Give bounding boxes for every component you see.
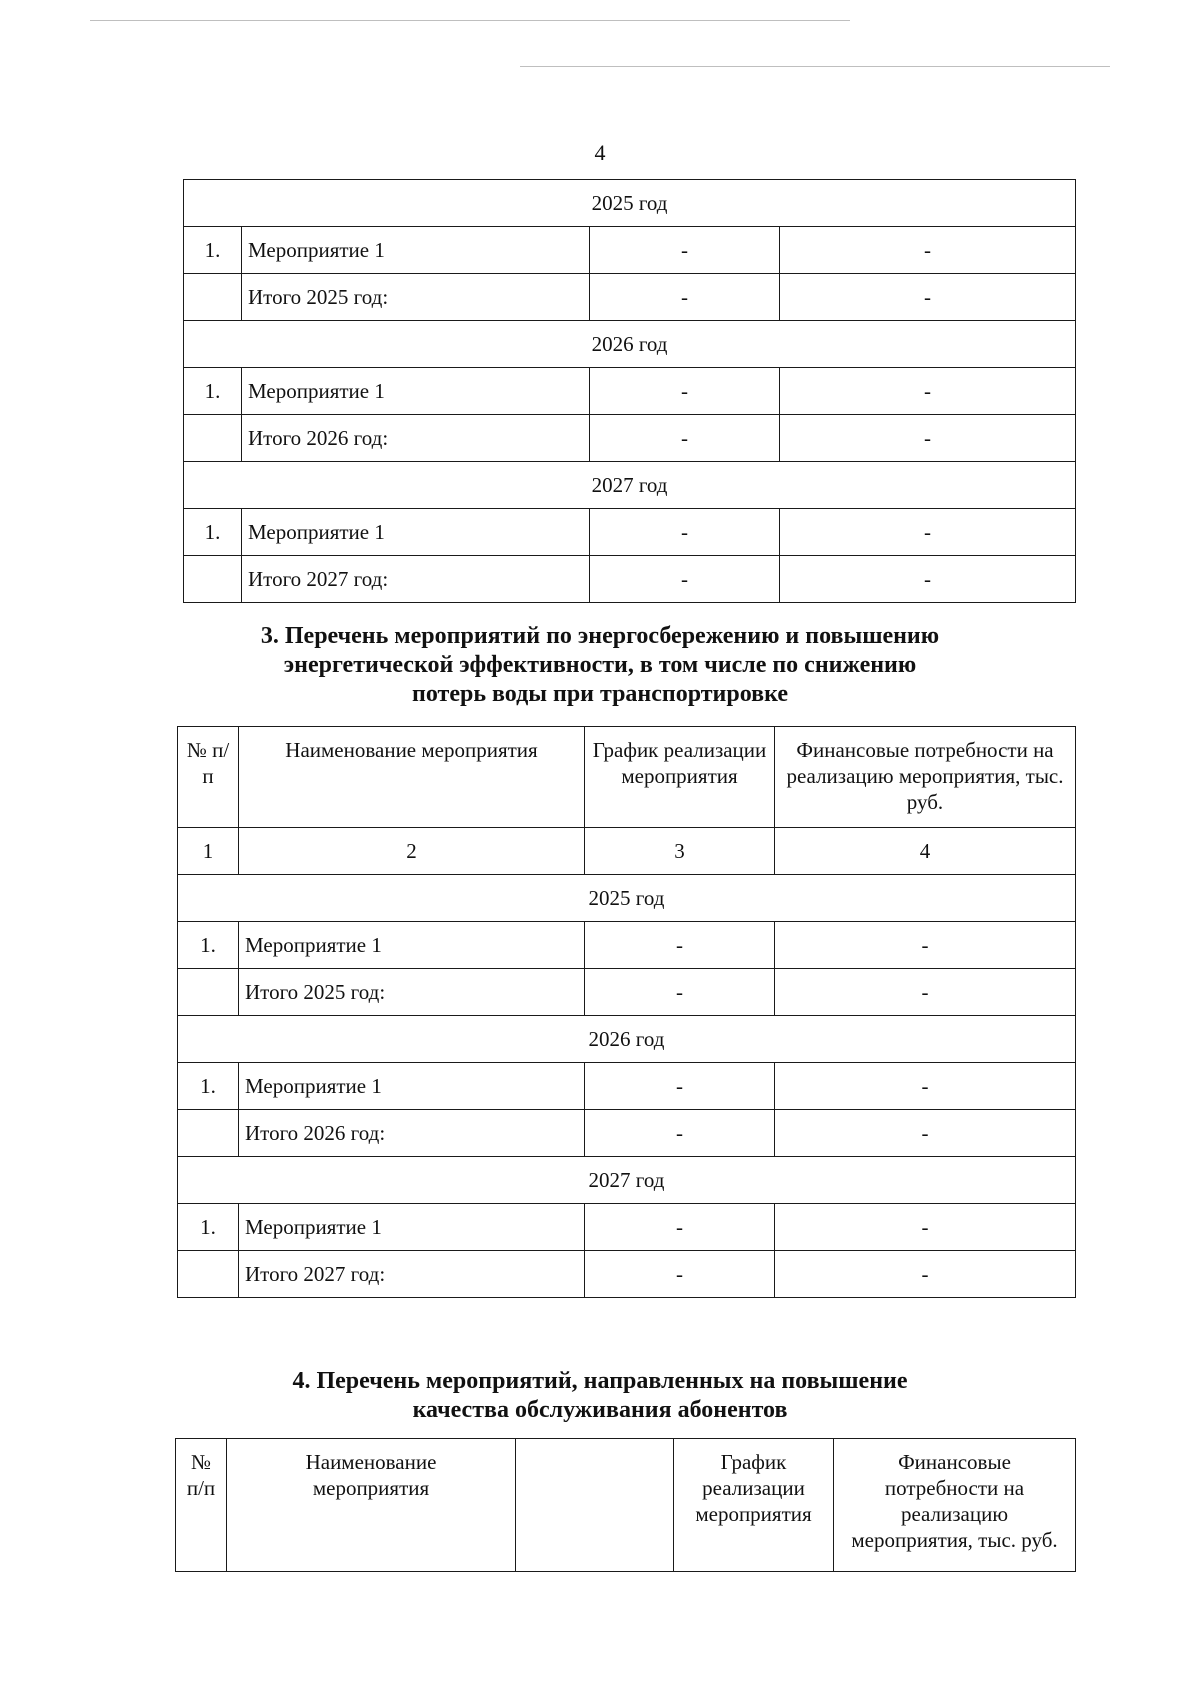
total-label: Итого 2026 год: [239,1110,585,1157]
col-number: 1 [178,828,239,875]
heading-line: качества обслуживания абонентов [412,1397,788,1423]
heading-line: энергетической эффективности, в том числе по снижению [283,652,917,678]
finance-cell: - [775,1110,1076,1157]
year-row [184,321,1076,368]
schedule-cell: - [585,1204,775,1251]
year-row [178,1016,1076,1063]
schedule-cell: - [585,969,775,1016]
row-number: 1. [178,922,239,969]
row-number: 1. [178,1063,239,1110]
col-number: 4 [775,828,1076,875]
finance-cell: - [775,969,1076,1016]
header-num: № п/п [178,727,239,828]
header-row [178,727,1076,828]
table-row [178,1204,1076,1251]
finance-cell: - [780,509,1076,556]
row-number [184,415,242,462]
row-number [178,1110,239,1157]
activity-name: Мероприятие 1 [242,227,590,274]
col-number: 2 [239,828,585,875]
year-row [184,180,1076,227]
header-name: Наименование мероприятия [239,727,585,828]
total-label: Итого 2027 год: [242,556,590,603]
finance-cell: - [775,1204,1076,1251]
activity-name: Мероприятие 1 [239,1063,585,1110]
schedule-cell: - [585,1063,775,1110]
table-continuation [183,179,1076,603]
row-number: 1. [184,368,242,415]
header-row [176,1439,1076,1572]
header-num: № п/п [176,1439,227,1572]
page-number: 4 [594,140,606,165]
schedule-cell: - [590,274,780,321]
schedule-cell: - [590,556,780,603]
activity-name: Мероприятие 1 [239,922,585,969]
table-row [184,227,1076,274]
heading-line: 4. Перечень мероприятий, направленных на повышение [292,1368,908,1394]
activity-name: Мероприятие 1 [242,509,590,556]
heading-line: потерь воды при транспортировке [412,681,788,707]
finance-cell: - [780,274,1076,321]
header-schedule: График реализации мероприятия [585,727,775,828]
activity-name: Мероприятие 1 [242,368,590,415]
section-4-table [175,1438,1076,1572]
table-row [184,368,1076,415]
table-row [184,556,1076,603]
finance-cell: - [780,556,1076,603]
row-number [184,274,242,321]
header-finance: Финансовые потребности на реализацию мероприятия, тыс. руб. [834,1439,1076,1572]
header-finance: Финансовые потребности на реализацию мероприятия, тыс. руб. [775,727,1076,828]
schedule-cell: - [590,368,780,415]
total-label: Итого 2025 год: [239,969,585,1016]
table-row [184,415,1076,462]
table-row [178,1063,1076,1110]
year-label: 2025 год [184,180,1076,227]
year-row [184,462,1076,509]
finance-cell: - [775,1251,1076,1298]
row-number [178,1251,239,1298]
table-row [184,274,1076,321]
table-row [184,509,1076,556]
finance-cell: - [775,922,1076,969]
finance-cell: - [780,415,1076,462]
header-blank [516,1439,674,1572]
year-label: 2025 год [178,875,1076,922]
row-number: 1. [184,227,242,274]
year-label: 2026 год [184,321,1076,368]
table-row [178,969,1076,1016]
total-label: Итого 2025 год: [242,274,590,321]
table-row [178,1110,1076,1157]
schedule-cell: - [590,509,780,556]
scan-artifact [520,66,1110,67]
table-row [178,922,1076,969]
column-number-row [178,828,1076,875]
row-number [184,556,242,603]
section-4-heading [0,1367,1200,1425]
schedule-cell: - [590,415,780,462]
row-number: 1. [178,1204,239,1251]
schedule-cell: - [590,227,780,274]
schedule-cell: - [585,1110,775,1157]
table-row [178,1251,1076,1298]
total-label: Итого 2026 год: [242,415,590,462]
year-label: 2027 год [178,1157,1076,1204]
total-label: Итого 2027 год: [239,1251,585,1298]
row-number: 1. [184,509,242,556]
section-3-heading [0,622,1200,709]
col-number: 3 [585,828,775,875]
schedule-cell: - [585,922,775,969]
finance-cell: - [775,1063,1076,1110]
year-row [178,875,1076,922]
header-schedule: График реализации мероприятия [674,1439,834,1572]
finance-cell: - [780,227,1076,274]
year-row [178,1157,1076,1204]
activity-name: Мероприятие 1 [239,1204,585,1251]
finance-cell: - [780,368,1076,415]
header-name: Наименование мероприятия [227,1439,516,1572]
year-label: 2026 год [178,1016,1076,1063]
schedule-cell: - [585,1251,775,1298]
scan-artifact [90,20,850,21]
section-3-table [177,726,1076,1298]
year-label: 2027 год [184,462,1076,509]
row-number [178,969,239,1016]
heading-line: 3. Перечень мероприятий по энергосбережению и повышению [260,623,940,649]
